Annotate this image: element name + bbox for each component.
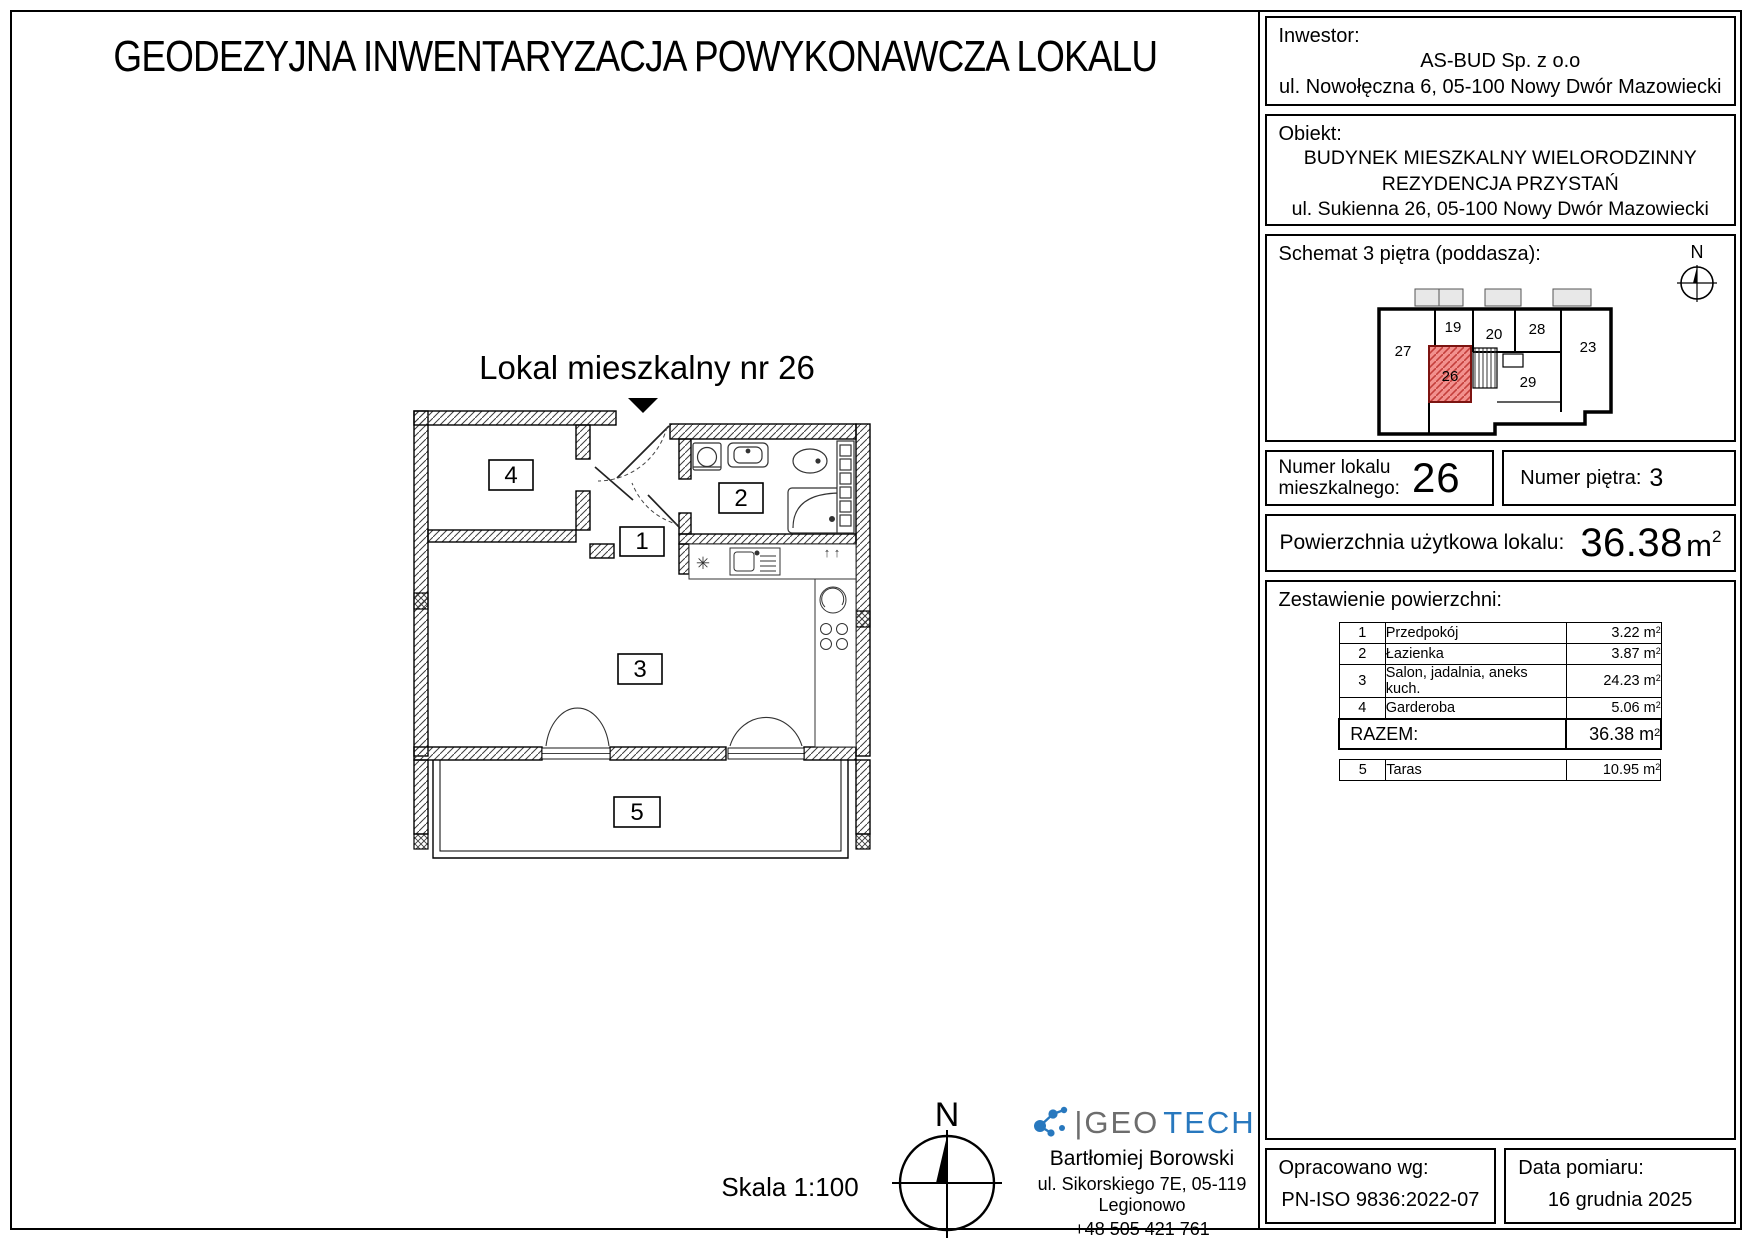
geotech-molecule-icon [1028,1104,1070,1142]
floor-plan-svg [412,397,882,872]
floor-schematic-box [1265,234,1737,442]
compass-n-letter: N [934,1096,960,1134]
unit-26: 26 [1441,368,1458,385]
building-schematic [1373,284,1623,441]
unit-floor-row [1265,450,1737,506]
unit-23: 23 [1579,339,1596,356]
company-address: ul. Sikorskiego 7E, 05-119 Legionowo [1037,1174,1247,1215]
walls [414,411,870,834]
footer-row [1265,1148,1737,1224]
page-border [10,10,1742,1239]
floor-number-box [1502,450,1736,506]
measure-date-label: Data pomiaru: [1518,1157,1644,1179]
area-table-row: 2 Łazienka 3.87 $m^2$ [1339,644,1661,665]
object-line3: ul. Sukienna 26, 05-100 Nowy Dwór Mazowiecki [1291,198,1709,221]
standard-value: PN-ISO 9836:2022-07 [1281,1189,1480,1211]
standard-label: Opracowano wg: [1278,1157,1429,1179]
room-labels [489,460,763,827]
balcony-door-arcs [546,708,802,746]
terrace-row [1340,760,1661,781]
object-box [1265,114,1737,226]
document-title: GEODEZYJNA INWENTARYZACJA POWYKONAWCZA LOKALU [113,32,1157,81]
room-label-3: 3 [633,656,647,683]
bathroom-fixtures [693,441,854,533]
unit-number-label-1: Numer lokalu [1278,456,1391,478]
area-table-total-row [1339,719,1661,749]
unit-29: 29 [1519,374,1536,391]
main-area [12,12,1260,1239]
toilet-icon [793,449,827,473]
company-phone: +48 505 421 761 [1074,1219,1210,1239]
area-table-row: 4 Garderoba 5.06 $m^2$ [1339,698,1661,720]
standard-box [1265,1148,1497,1224]
area-summary-box [1265,580,1737,1140]
terrace-name: Taras [1386,760,1567,781]
terrace-no: 5 [1340,760,1386,781]
area-table-row: 1 Przedpokój 3.22 $m^2$ [1339,623,1661,644]
entrance-marker-icon [628,398,658,413]
logo-text-tech: TECH [1163,1105,1256,1140]
terrace-table [1339,759,1661,781]
company-logo [997,1104,1287,1142]
room-label-1: 1 [635,528,649,555]
door-swing-arcs [598,427,679,525]
floor-schematic-label: Schemat 3 piętra (poddasza): [1278,243,1541,265]
area-table-rows [1339,623,1661,720]
object-line1: BUDYNEK MIESZKALNY WIELORODZINNY [1303,147,1697,169]
investor-address: ul. Nowołęczna 6, 05-100 Nowy Dwór Mazowiecki [1279,76,1722,99]
unit-27: 27 [1394,343,1411,360]
schematic-compass [1674,242,1720,311]
schematic-stairs [1473,348,1497,388]
unit-number-box [1265,450,1495,506]
company-name: Bartłomiej Borowski [1049,1147,1235,1170]
schematic-balconies [1415,289,1591,306]
usable-area-label: Powierzchnia użytkowa lokalu: [1279,531,1565,554]
floor-plan [412,397,882,877]
total-value: 36.38 $m^2$ [1566,719,1661,749]
investor-name: AS-BUD Sp. z o.o [1420,50,1581,72]
room-label-4: 4 [504,462,518,489]
total-label: RAZEM: [1339,719,1566,749]
boiler-symbol: ✳ [695,554,711,573]
unit-20: 20 [1485,326,1502,343]
usable-area-box [1265,514,1737,572]
terrace-area: 10.95 $m^2$ [1567,760,1661,781]
schematic-shaft [1503,354,1523,367]
logo-text-geo: |GEO [1074,1105,1160,1140]
room-label-5: 5 [630,799,644,826]
kitchen-arrows: ↑ ↑ [823,545,841,560]
investor-box [1265,16,1737,106]
room-label-2: 2 [734,485,748,512]
company-block [997,1104,1287,1240]
door-leaves [595,426,680,528]
object-label: Obiekt: [1278,123,1342,145]
schematic-compass-n: N [1690,242,1704,262]
info-sidebar [1261,12,1741,1228]
unit-number-label-2: mieszkalnego: [1278,478,1400,499]
measure-date-box [1504,1148,1736,1224]
unit-number-value: 26 [1411,454,1461,501]
kitchen-fixtures [689,544,856,747]
area-table [1338,622,1662,750]
investor-label: Inwestor: [1278,25,1360,47]
measure-date-value: 16 grudnia 2025 [1547,1189,1693,1211]
scale-label: Skala 1:100 [721,1172,859,1202]
floor-plan-title: Lokal mieszkalny nr 26 [479,349,815,386]
object-line2: REZYDENCJA PRZYSTAŃ [1381,172,1619,195]
area-table-row: 3 Salon, jadalnia, aneks kuch. 24.23 $m^2$ [1339,665,1661,698]
floor-number-value: 3 [1649,463,1664,492]
floor-number-label: Numer piętra: [1520,466,1642,489]
unit-28: 28 [1528,321,1545,338]
compass-needle [936,1136,947,1183]
unit-19: 19 [1444,319,1461,336]
usable-area-value: 36.38 m2 [1580,520,1722,565]
area-summary-label: Zestawienie powierzchni: [1278,589,1502,611]
